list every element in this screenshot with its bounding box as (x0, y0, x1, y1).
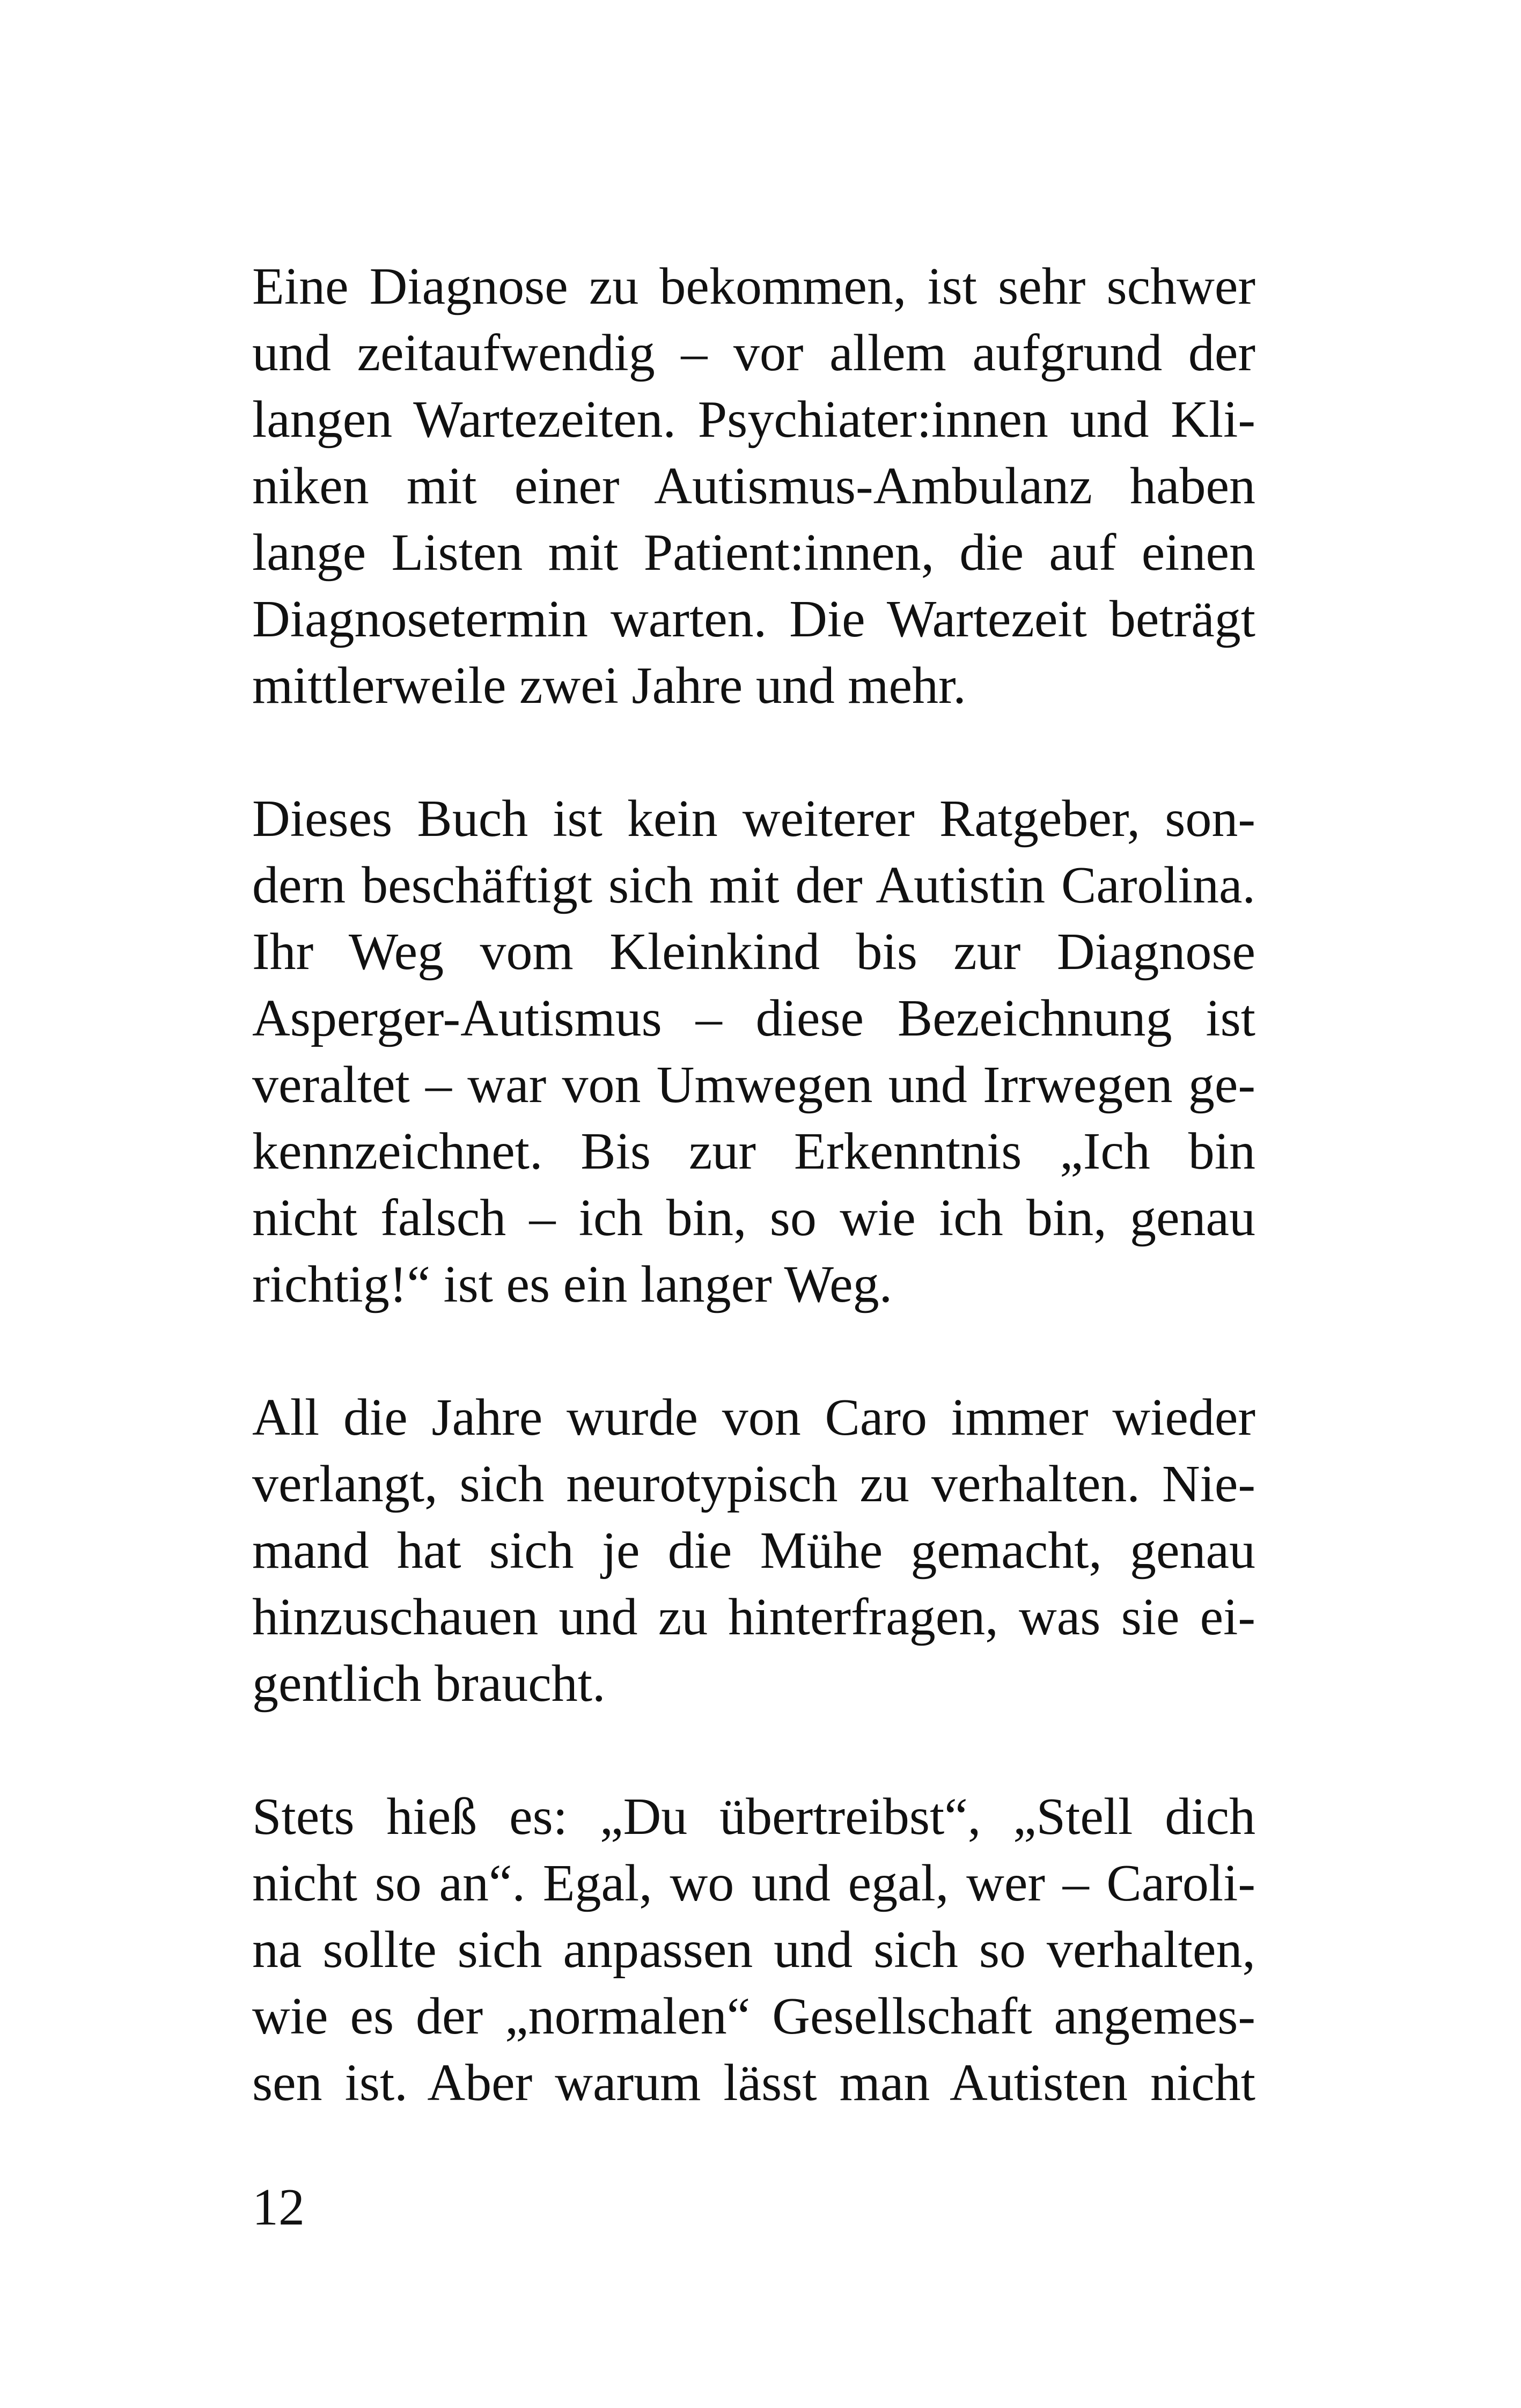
text-line: und zeitaufwendig – vor allem aufgrund der (252, 324, 1255, 382)
text-line: Eine Diagnose zu bekommen, ist sehr schwer (252, 258, 1255, 315)
text-line: All die Jahre wurde von Caro immer wieder (252, 1389, 1255, 1447)
text-line: nicht falsch – ich bin, so wie ich bin, genau (252, 1189, 1255, 1247)
text-line: mittlerweile zwei Jahre und mehr. (252, 657, 966, 715)
text-line: Stets hieß es: „Du übertreibst“, „Stell dich (252, 1788, 1255, 1846)
text-line: dern beschäftigt sich mit der Autistin Carolina. (252, 856, 1255, 914)
text-line: mand hat sich je die Mühe gemacht, genau (252, 1522, 1255, 1580)
text-line: gentlich braucht. (252, 1655, 606, 1713)
text-line: Dieses Buch ist kein weiterer Ratgeber, son- (252, 790, 1255, 848)
text-line: sen ist. Aber warum lässt man Autisten nicht (252, 2054, 1255, 2112)
text-line: veraltet – war von Umwegen und Irrwegen ge- (252, 1056, 1255, 1114)
text-line: nicht so an“. Egal, wo und egal, wer – Caroli- (252, 1854, 1255, 1912)
paragraph-3 (252, 1384, 1255, 1717)
paragraph-2 (252, 785, 1255, 1318)
text-line: kennzeichnet. Bis zur Erkenntnis „Ich bin (252, 1122, 1255, 1180)
text-line: verlangt, sich neurotypisch zu verhalten. Nie- (252, 1455, 1255, 1513)
text-line: Ihr Weg vom Kleinkind bis zur Diagnose (252, 923, 1255, 981)
text-line: Asperger-Autismus – diese Bezeichnung ist (252, 989, 1255, 1047)
text-line: langen Wartezeiten. Psychiater:innen und Kli- (252, 391, 1255, 449)
text-line: wie es der „normalen“ Gesellschaft angemes- (252, 1987, 1255, 2045)
text-line: hinzuschauen und zu hinterfragen, was sie ei- (252, 1588, 1255, 1646)
text-line: na sollte sich anpassen und sich so verhalten, (252, 1921, 1255, 1979)
paragraph-4 (252, 1783, 1255, 2116)
text-line: Diagnosetermin warten. Die Wartezeit beträgt (252, 590, 1255, 648)
text-line: richtig!“ ist es ein langer Weg. (252, 1256, 893, 1313)
page-number: 12 (252, 2178, 305, 2236)
text-line: lange Listen mit Patient:innen, die auf einen (252, 524, 1255, 582)
text-line: niken mit einer Autismus-Ambulanz haben (252, 457, 1255, 515)
paragraph-1 (252, 253, 1255, 719)
